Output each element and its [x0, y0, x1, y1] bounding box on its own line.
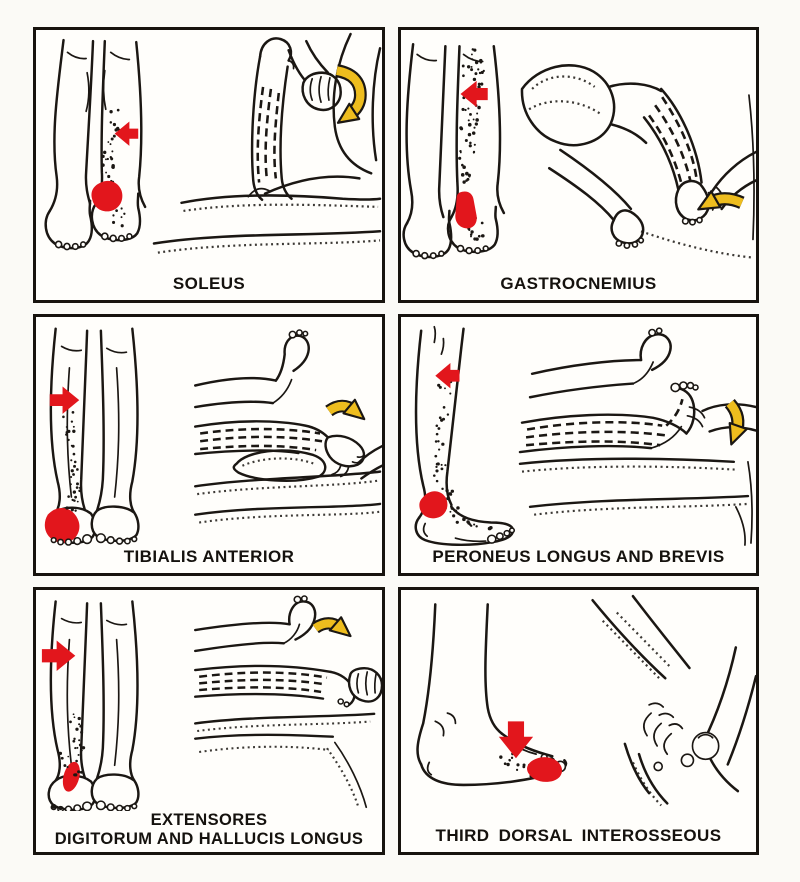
muscle-label-text: TIBIALIS ANTERIOR — [123, 546, 295, 566]
referred-pain-stipple — [101, 109, 120, 184]
panel-soleus — [33, 27, 385, 303]
panel-tibialis-anterior — [33, 314, 385, 576]
illustration-extensores — [36, 590, 382, 811]
referred-pain-stipple — [456, 122, 478, 183]
soleus-drawing — [36, 30, 382, 274]
muscle-label-text: EXTENSORES — [150, 811, 268, 830]
muscle-label-peroneus — [401, 547, 756, 573]
stretch-direction-arrow-icon — [315, 617, 356, 642]
muscle-label-tibialis-anterior — [36, 547, 382, 573]
trigger-point-arrow-icon — [461, 81, 488, 107]
muscle-label-text: GASTROCNEMIUS — [500, 273, 657, 293]
muscle-label-text: SOLEUS — [172, 273, 246, 293]
muscle-label-text: DIGITORUM AND HALLUCIS LONGUS — [54, 829, 364, 848]
muscle-label-extensores — [36, 811, 382, 852]
stretch-direction-arrow-icon — [329, 400, 370, 426]
illustration-third-dorsal — [401, 590, 756, 826]
gastrocnemius-drawing — [401, 30, 756, 274]
third-dorsal-drawing — [401, 590, 756, 826]
illustration-gastrocnemius — [401, 30, 756, 274]
referred-pain-stipple — [62, 405, 80, 489]
muscle-label-soleus — [36, 274, 382, 300]
trigger-point-arrow-icon — [499, 721, 533, 758]
illustration-soleus — [36, 30, 382, 274]
stretch-scene — [520, 328, 756, 545]
hands-stretch-scene — [593, 596, 756, 805]
stretch-direction-arrow-icon — [723, 403, 747, 447]
muscle-label-text: THIRD DORSAL INTEROSSEOUS — [435, 825, 722, 845]
trigger-point-blob — [92, 181, 123, 212]
panel-third-dorsal-interosseous — [398, 587, 759, 855]
illustration-tibialis-anterior — [36, 317, 382, 547]
trigger-point-blob — [419, 491, 447, 518]
peroneus-drawing — [401, 317, 756, 547]
tibialis-anterior-drawing — [36, 317, 382, 547]
stretch-scene — [195, 330, 382, 522]
legs-back-view — [404, 44, 504, 258]
illustration-peroneus — [401, 317, 756, 547]
legs-back-view — [46, 40, 145, 249]
trigger-point-blob — [455, 191, 476, 228]
panel-extensores — [33, 587, 385, 855]
trigger-point-arrow-icon — [42, 641, 75, 671]
stretch-scene — [522, 65, 756, 257]
panel-grid — [33, 27, 800, 855]
panel-peroneus-longus-and-brevis — [398, 314, 759, 576]
trigger-point-arrow-icon — [50, 386, 79, 413]
muscle-label-text: PERONEUS LONGUS AND BREVIS — [432, 546, 725, 566]
stretch-scene — [195, 596, 382, 807]
trigger-point-arrow-icon — [115, 121, 139, 145]
muscle-label-gastrocnemius — [401, 274, 756, 300]
extensores-drawing — [36, 590, 382, 811]
referred-pain-stipple — [433, 376, 452, 482]
muscle-label-third-dorsal — [401, 826, 756, 852]
panel-gastrocnemius — [398, 27, 759, 303]
legs-front-view — [49, 601, 139, 809]
